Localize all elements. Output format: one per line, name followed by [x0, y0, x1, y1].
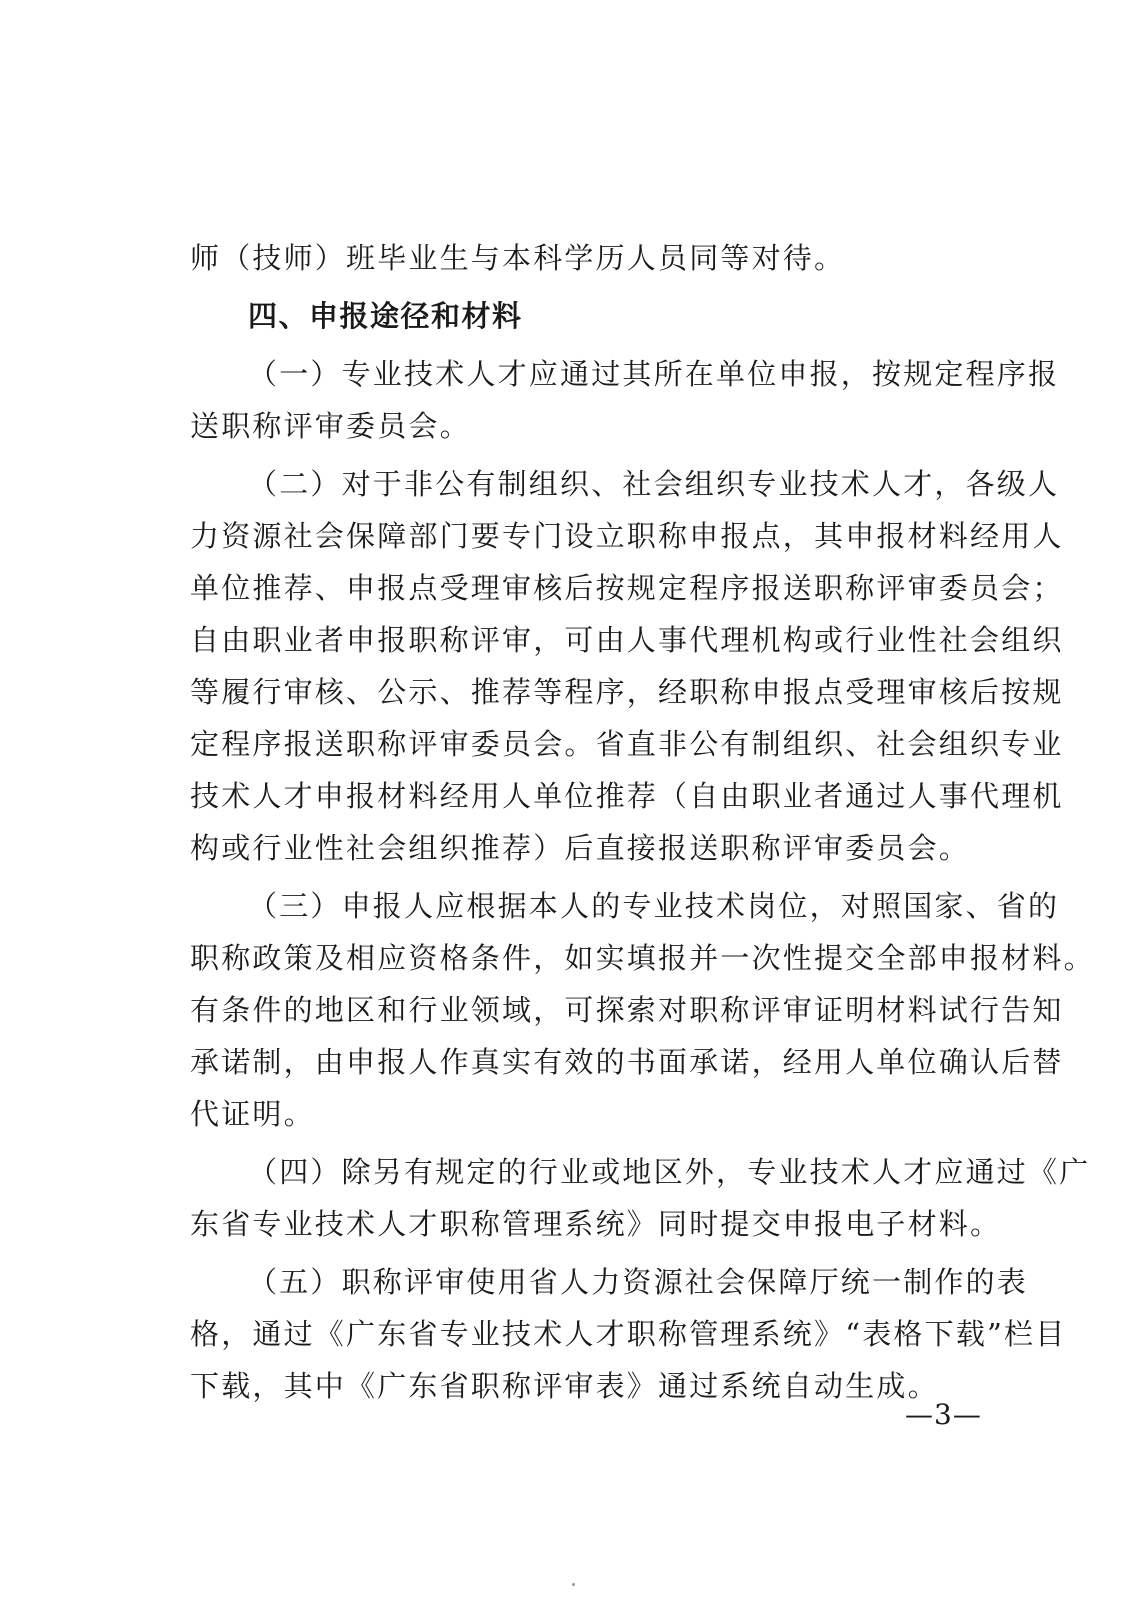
text-line: 构或行业性社会组织推荐）后直接报送职称评审委员会。	[190, 831, 971, 865]
text-line: 自由职业者申报职称评审，可由人事代理机构或行业性社会组织	[190, 623, 1064, 657]
text-line: 职称政策及相应资格条件，如实填报并一次性提交全部申报材料。	[190, 941, 1095, 975]
scan-dot	[572, 1583, 575, 1586]
text-line: （四）除另有规定的行业或地区外，专业技术人才应通过《广	[248, 1155, 1091, 1189]
text-line: （二）对于非公有制组织、社会组织专业技术人才，各级人	[248, 467, 1060, 501]
section-heading: 四、申报途径和材料	[248, 299, 523, 333]
text-line: 力资源社会保障部门要专门设立职称申报点，其申报材料经用人	[190, 519, 1064, 553]
document-body	[190, 232, 1095, 1412]
text-line: 东省专业技术人才职称管理系统》同时提交申报电子材料。	[190, 1207, 1002, 1241]
text-line: 有条件的地区和行业领域，可探索对职称评审证明材料试行告知	[190, 993, 1064, 1027]
page-number: —3—	[905, 1398, 982, 1431]
text-line: （三）申报人应根据本人的专业技术岗位，对照国家、省的	[248, 889, 1060, 923]
text-line: 技术人才申报材料经用人单位推荐（自由职业者通过人事代理机	[190, 779, 1064, 813]
text-line: 等履行审核、公示、推荐等程序，经职称申报点受理审核后按规	[190, 675, 1064, 709]
text-line: 格，通过《广东省专业技术人才职称管理系统》“表格下载”栏目	[190, 1317, 1067, 1351]
text-line: （一）专业技术人才应通过其所在单位申报，按规定程序报	[248, 357, 1060, 391]
text-line: 代证明。	[190, 1097, 315, 1131]
text-line: 送职称评审委员会。	[190, 409, 471, 443]
text-line: 承诺制，由申报人作真实有效的书面承诺，经用人单位确认后替	[190, 1045, 1064, 1079]
text-line: 下载，其中《广东省职称评审表》通过系统自动生成。	[190, 1369, 939, 1403]
text-line: 定程序报送职称评审委员会。省直非公有制组织、社会组织专业	[190, 727, 1064, 761]
text-line: 单位推荐、申报点受理审核后按规定程序报送职称评审委员会；	[190, 571, 1064, 605]
text-line: 师（技师）班毕业生与本科学历人员同等对待。	[190, 241, 846, 275]
text-line: （五）职称评审使用省人力资源社会保障厅统一制作的表	[248, 1265, 1029, 1299]
